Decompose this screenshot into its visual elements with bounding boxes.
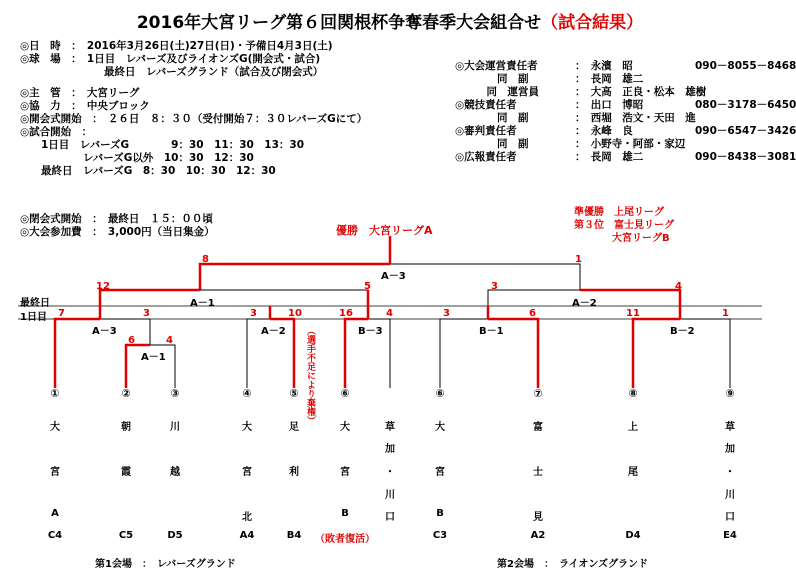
score: 1: [575, 254, 582, 265]
a1-right-line: [200, 290, 368, 306]
venue-1: 第1会場 ： レバーズグランド: [95, 559, 236, 570]
team-number: ①: [50, 387, 60, 400]
team-name-char: 川: [170, 422, 180, 433]
team-code: C3: [432, 530, 448, 541]
forfeit-note: （選手不足により棄権）: [305, 326, 315, 425]
score: 11: [626, 308, 640, 319]
team-name-char: 足: [289, 422, 299, 433]
team-code: D5: [167, 530, 183, 541]
match-label: A－3: [381, 271, 406, 282]
match-label: B－2: [670, 326, 695, 337]
team-name-char: ・: [725, 467, 735, 478]
team-name-char: 川: [725, 490, 735, 501]
a1-left-line: [100, 290, 200, 306]
champion-label: 優勝 大宮リーグA: [336, 224, 433, 237]
team-code: A4: [239, 530, 255, 541]
score: 3: [443, 308, 450, 319]
team-name-char: 宮: [50, 467, 60, 478]
team-name-char: 尾: [628, 467, 638, 478]
title-main: 2016年大宮リーグ第６回関根杯争奪春季大会組合せ: [136, 13, 542, 33]
match-label: B－1: [479, 326, 504, 337]
staff-row: ◎競技責任者 ： 出口 博昭 080－3178－6450: [455, 99, 796, 111]
team-name-char: 富: [533, 422, 543, 433]
score: 6: [529, 308, 536, 319]
venue-2: 第2会場 ： ライオンズグランド: [497, 559, 649, 570]
team-name-char: ・: [385, 467, 395, 478]
team-number: ⑨: [725, 387, 735, 400]
team-code: E4: [723, 530, 737, 541]
staff-row: ◎審判責任者 ： 永峰 良 090－6547－3426: [455, 125, 796, 137]
team-name-char: B: [341, 508, 349, 519]
team-number: ⑧: [628, 387, 638, 400]
runner-line: 第３位 富士見リーグ: [574, 220, 674, 231]
staff-row: 同 副 ： 西堀 浩文・天田 進: [455, 112, 696, 124]
team-name-char: 霞: [121, 467, 131, 478]
info-line: ◎開会式開始 ： ２６日 ８：３０（受付開始７：３０レバーズGにて）: [20, 113, 368, 125]
match-label: A－2: [261, 326, 286, 337]
info-line: ◎閉会式開始 ： 最終日 １５：００頃: [20, 213, 213, 225]
match-label: A－2: [572, 298, 597, 309]
team-name-char: 士: [533, 467, 543, 478]
team-name-char: 宮: [435, 467, 445, 478]
team-number: ⑦: [533, 387, 543, 400]
info-line: レバーズG以外 10：30 12：30: [20, 152, 254, 164]
team-code: C5: [118, 530, 134, 541]
team-code: A2: [530, 530, 546, 541]
team-number: ⑥: [435, 387, 445, 400]
info-line: 最終日 レバーズグランド（試合及び閉会式）: [20, 66, 324, 78]
info-line: ◎球 場 ： 1日目 レバーズ及びライオンズG(開会式・試合): [20, 53, 321, 65]
runner-line: 大宮リーグB: [612, 233, 670, 244]
score: 8: [202, 254, 209, 265]
score: 3: [491, 281, 498, 292]
final-right-line: [390, 264, 580, 290]
score: 5: [364, 281, 371, 292]
team-name-char: 大: [340, 422, 350, 433]
repechage-label: （敗者復活）: [315, 534, 375, 545]
team-number: ④: [242, 387, 252, 400]
team-name-char: 見: [533, 512, 543, 523]
team-number: ③: [170, 387, 180, 400]
team-name-char: B: [436, 508, 444, 519]
info-line: ◎主 管 ： 大宮リーグ: [20, 87, 140, 99]
staff-row: 同 副 ： 長岡 雄二: [455, 73, 644, 85]
staff-row: 同 運営員 ： 大高 正良・松本 雄樹: [455, 86, 707, 98]
team-number: ②: [121, 387, 131, 400]
a2-left-line: [488, 290, 580, 306]
score: 16: [339, 308, 353, 319]
team-name-char: 川: [385, 490, 395, 501]
score: 7: [58, 308, 65, 319]
team-number: ⑥: [340, 387, 350, 400]
team-name-char: 加: [725, 444, 735, 455]
staff-row: ◎広報責任者 ： 長岡 雄二 090－8438－3081: [455, 151, 796, 163]
team-name-char: 宮: [340, 467, 350, 478]
final-left-line: [200, 264, 390, 290]
team-name-char: 草: [385, 422, 395, 433]
final-day-label: 最終日: [20, 298, 50, 309]
team-name-char: A: [51, 508, 59, 519]
team-name-char: 口: [385, 512, 395, 523]
score: 10: [288, 308, 302, 319]
team-number: ⑤: [289, 387, 299, 400]
info-line: ◎協 力 ： 中央ブロック: [20, 100, 150, 112]
match-label: A－3: [92, 326, 117, 337]
team-name-char: 宮: [242, 467, 252, 478]
team-name-char: 北: [242, 512, 252, 523]
match-label: B－3: [358, 326, 383, 337]
team-name-char: 朝: [121, 422, 131, 433]
match-label: A－1: [141, 352, 166, 363]
team-name-char: 大: [50, 422, 60, 433]
day1-label: 1日目: [20, 312, 47, 323]
info-line: ◎日 時 ： 2016年3月26日(土)27日(日)・予備日4月3日(土): [20, 40, 333, 52]
team-name-char: 利: [289, 467, 299, 478]
team-name-char: 草: [725, 422, 735, 433]
team-code: C4: [47, 530, 63, 541]
score: 3: [250, 308, 257, 319]
runner-line: 準優勝 上尾リーグ: [574, 207, 664, 218]
team-name-char: 大: [435, 422, 445, 433]
team-name-char: 大: [242, 422, 252, 433]
score: 6: [128, 335, 135, 346]
score: 4: [166, 335, 173, 346]
info-line: ◎試合開始 ：: [20, 126, 93, 138]
team-code: B4: [286, 530, 302, 541]
team-name-char: 越: [170, 467, 180, 478]
score: 4: [675, 281, 682, 292]
team-name-char: 口: [725, 512, 735, 523]
title-result: （試合結果）: [541, 13, 644, 33]
info-line: 1日目 レバーズG 9：30 11：30 13：30: [20, 139, 305, 151]
match-label: A－1: [190, 298, 215, 309]
info-line: 最終日 レバーズG 8：30 10：30 12：30: [20, 165, 276, 177]
info-line: ◎大会参加費 ： 3,000円（当日集金）: [20, 226, 215, 238]
score: 3: [143, 308, 150, 319]
team-name-char: 上: [628, 422, 638, 433]
score: 1: [722, 308, 729, 319]
team-name-char: 加: [385, 444, 395, 455]
staff-row: 同 副 ： 小野寺・阿部・家辺: [455, 138, 686, 150]
team-code: D4: [625, 530, 641, 541]
score: 12: [96, 281, 110, 292]
staff-row: ◎大会運営責任者 ： 永濱 昭 090－8055－8468: [455, 60, 796, 72]
score: 4: [386, 308, 393, 319]
